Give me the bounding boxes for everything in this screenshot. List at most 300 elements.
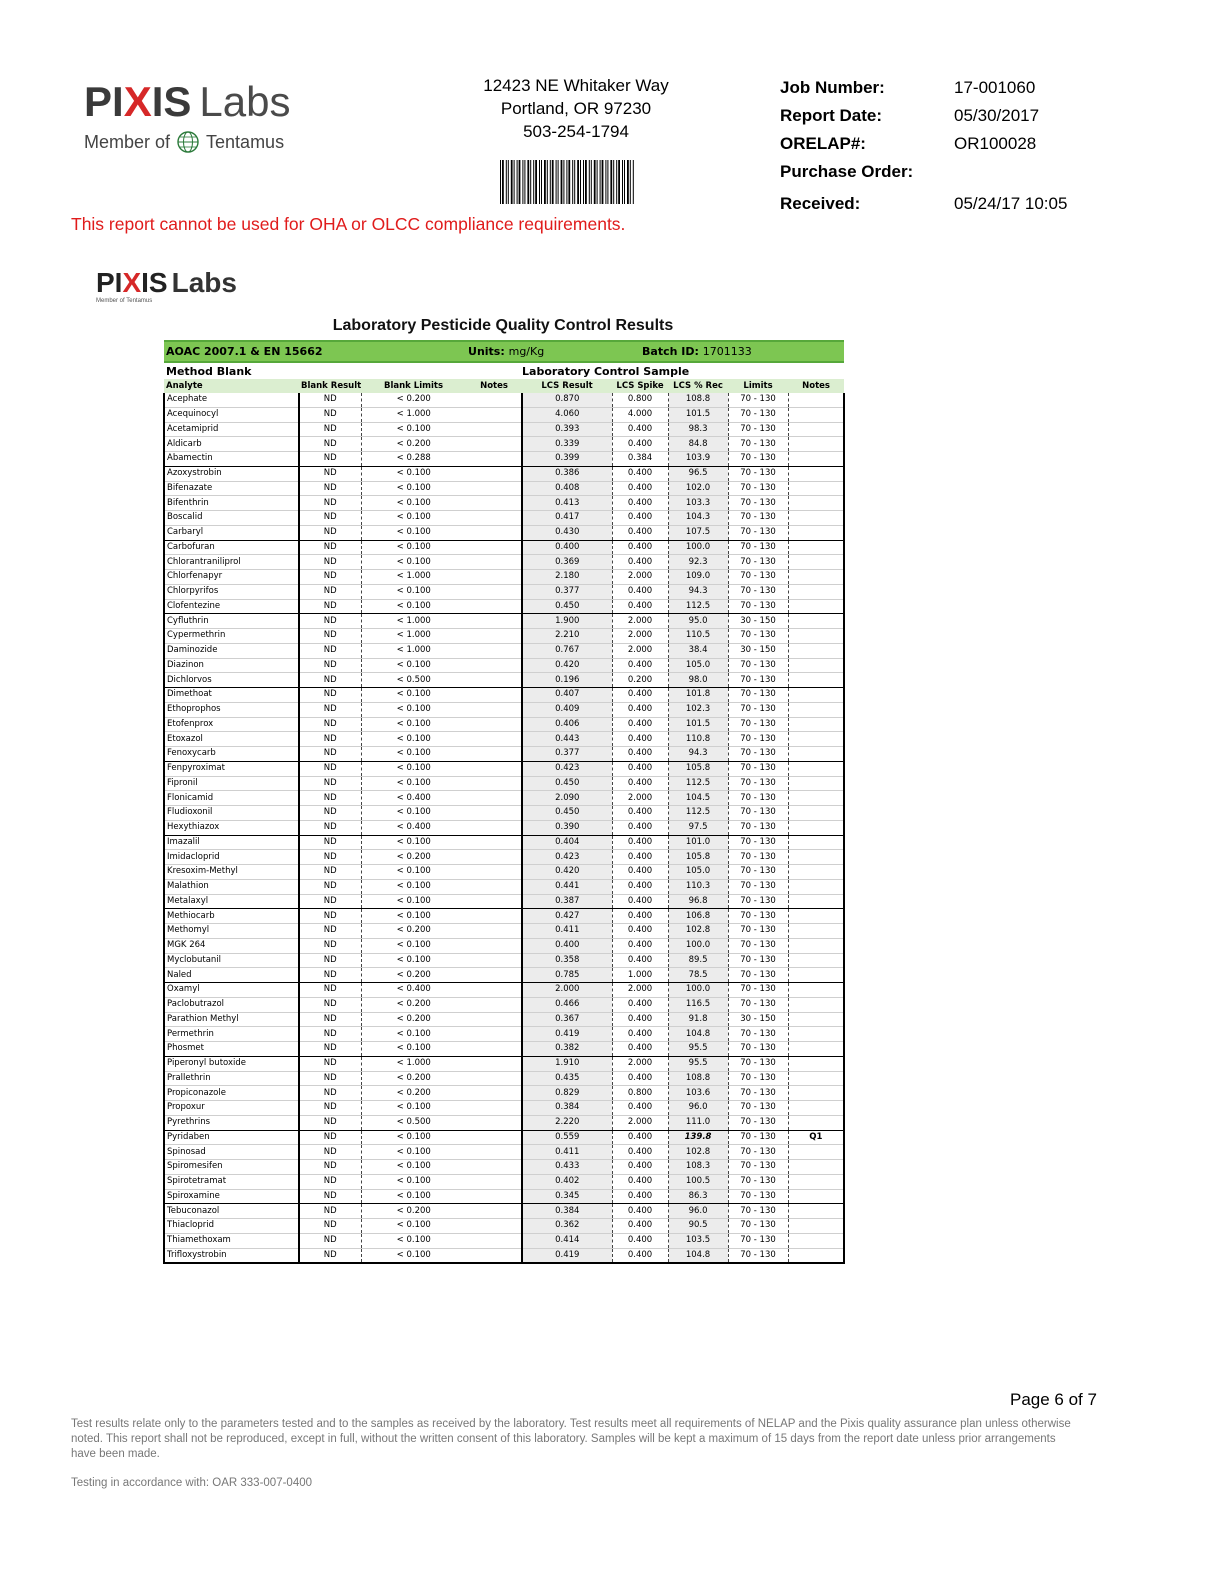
limits-cell: 70 - 130: [728, 1086, 788, 1101]
barcode-bar: [607, 160, 608, 204]
analyte-cell: Clofentezine: [164, 599, 299, 614]
blank-notes-cell: [466, 525, 522, 540]
barcode-bar: [622, 160, 623, 204]
lcs-rec-cell: 96.0: [668, 1101, 728, 1116]
limits-cell: 70 - 130: [728, 1160, 788, 1175]
lcs-notes-cell: [788, 879, 844, 894]
lcs-rec-cell: 103.3: [668, 496, 728, 511]
testing-statement: Testing in accordance with: OAR 333-007-0400: [71, 1477, 313, 1489]
blank-limits-cell: < 0.100: [361, 1233, 466, 1248]
lcs-notes-cell: [788, 584, 844, 599]
limits-cell: 70 - 130: [728, 525, 788, 540]
lcs-spike-cell: 2.000: [612, 983, 668, 998]
lcs-result-cell: 4.060: [522, 407, 612, 422]
lcs-result-cell: 0.399: [522, 452, 612, 467]
info-label: Received:: [780, 194, 861, 213]
limits-cell: 70 - 130: [728, 1174, 788, 1189]
phone-line: 503-254-1794: [523, 122, 629, 141]
barcode-bar: [502, 160, 504, 204]
lcs-rec-cell: 101.8: [668, 688, 728, 703]
analyte-cell: Kresoxim-Methyl: [164, 865, 299, 880]
lcs-notes-cell: [788, 1086, 844, 1101]
blank-limits-cell: < 0.100: [361, 599, 466, 614]
blank-limits-cell: < 0.100: [361, 806, 466, 821]
blank-result-cell: ND: [299, 422, 361, 437]
blank-notes-cell: [466, 393, 522, 407]
barcode-bar: [572, 160, 573, 204]
blank-result-cell: ND: [299, 1056, 361, 1071]
lcs-result-cell: 0.402: [522, 1174, 612, 1189]
blank-notes-cell: [466, 614, 522, 629]
limits-cell: 70 - 130: [728, 776, 788, 791]
table-row: [164, 791, 844, 806]
blank-limits-cell: < 0.100: [361, 1174, 466, 1189]
lcs-rec-cell: 95.0: [668, 614, 728, 629]
analyte-cell: Trifloxystrobin: [164, 1248, 299, 1263]
lcs-notes-cell: [788, 806, 844, 821]
lcs-rec-cell: 91.8: [668, 1012, 728, 1027]
lcs-rec-cell: 94.3: [668, 584, 728, 599]
lcs-result-cell: 2.210: [522, 629, 612, 644]
table-row: [164, 761, 844, 776]
analyte-cell: Myclobutanil: [164, 953, 299, 968]
limits-cell: 70 - 130: [728, 717, 788, 732]
lcs-rec-cell: 94.3: [668, 747, 728, 762]
lcs-spike-cell: 2.000: [612, 1115, 668, 1130]
table-row: [164, 1145, 844, 1160]
lcs-spike-cell: 0.400: [612, 702, 668, 717]
lcs-result-cell: 0.345: [522, 1189, 612, 1204]
orelap-row: [780, 130, 1104, 158]
lcs-rec-cell: 38.4: [668, 643, 728, 658]
lcs-spike-cell: 0.400: [612, 1027, 668, 1042]
blank-notes-cell: [466, 1145, 522, 1160]
limits-cell: 70 - 130: [728, 407, 788, 422]
lcs-spike-cell: 0.400: [612, 909, 668, 924]
lcs-notes-cell: [788, 658, 844, 673]
limits-cell: 70 - 130: [728, 1233, 788, 1248]
limits-cell: 70 - 130: [728, 879, 788, 894]
lcs-notes-cell: [788, 732, 844, 747]
blank-notes-cell: [466, 643, 522, 658]
blank-limits-cell: < 0.100: [361, 555, 466, 570]
lcs-spike-cell: 0.384: [612, 452, 668, 467]
blank-notes-cell: [466, 1204, 522, 1219]
blank-result-cell: ND: [299, 452, 361, 467]
table-row: [164, 1204, 844, 1219]
barcode-bar: [613, 160, 614, 204]
col-header-blank-limits: Blank Limits: [361, 379, 466, 393]
info-label: Report Date:: [780, 106, 883, 125]
analyte-cell: Fludioxonil: [164, 806, 299, 821]
lcs-rec-cell: 108.8: [668, 1071, 728, 1086]
analyte-cell: Cyfluthrin: [164, 614, 299, 629]
limits-cell: 70 - 130: [728, 481, 788, 496]
barcode-bar: [633, 160, 634, 204]
limits-cell: 70 - 130: [728, 1248, 788, 1263]
blank-notes-cell: [466, 1101, 522, 1116]
barcode-image: [500, 160, 634, 204]
table-row: [164, 599, 844, 614]
logo-text-labs: Labs: [199, 78, 291, 125]
logo-text-a: PI: [96, 267, 123, 298]
blank-limits-cell: < 0.100: [361, 525, 466, 540]
blank-result-cell: ND: [299, 791, 361, 806]
lcs-spike-cell: 0.400: [612, 511, 668, 526]
analyte-cell: Dimethoat: [164, 688, 299, 703]
section-header: [164, 362, 844, 379]
blank-result-cell: ND: [299, 393, 361, 407]
analyte-cell: Prallethrin: [164, 1071, 299, 1086]
info-value: 05/30/2017: [954, 106, 1040, 125]
analyte-cell: Boscalid: [164, 511, 299, 526]
lcs-notes-cell: [788, 1233, 844, 1248]
barcode-bar: [597, 160, 598, 204]
table-row: [164, 1130, 844, 1145]
blank-notes-cell: [466, 865, 522, 880]
limits-cell: 30 - 150: [728, 1012, 788, 1027]
lcs-spike-cell: 2.000: [612, 791, 668, 806]
lcs-rec-cell: 104.8: [668, 1027, 728, 1042]
blank-result-cell: ND: [299, 688, 361, 703]
blank-limits-cell: < 0.200: [361, 924, 466, 939]
table-row: [164, 496, 844, 511]
analyte-cell: Parathion Methyl: [164, 1012, 299, 1027]
units-cell: [466, 341, 612, 362]
blank-result-cell: ND: [299, 599, 361, 614]
barcode-bar: [500, 160, 501, 204]
blank-notes-cell: [466, 909, 522, 924]
blank-result-cell: ND: [299, 540, 361, 555]
logo-subtitle: [84, 130, 290, 154]
blank-result-cell: ND: [299, 997, 361, 1012]
table-row: [164, 1101, 844, 1116]
blank-result-cell: ND: [299, 1219, 361, 1234]
blank-notes-cell: [466, 953, 522, 968]
blank-limits-cell: < 0.100: [361, 747, 466, 762]
lcs-spike-cell: 0.400: [612, 1248, 668, 1263]
lcs-result-cell: 0.362: [522, 1219, 612, 1234]
lcs-result-cell: 0.767: [522, 643, 612, 658]
lcs-spike-cell: 0.400: [612, 806, 668, 821]
lcs-rec-cell: 103.9: [668, 452, 728, 467]
blank-result-cell: ND: [299, 658, 361, 673]
table-row: [164, 924, 844, 939]
blank-limits-cell: < 0.100: [361, 938, 466, 953]
lcs-notes-cell: [788, 747, 844, 762]
analyte-cell: Naled: [164, 968, 299, 983]
lcs-rec-cell: 98.3: [668, 422, 728, 437]
barcode-bar: [600, 160, 601, 204]
blank-result-cell: ND: [299, 938, 361, 953]
lcs-rec-cell: 102.8: [668, 924, 728, 939]
lcs-spike-cell: 0.400: [612, 924, 668, 939]
blank-notes-cell: [466, 1248, 522, 1263]
table-row: [164, 570, 844, 585]
barcode-bar: [547, 160, 548, 204]
blank-limits-cell: < 0.288: [361, 452, 466, 467]
blank-limits-cell: < 1.000: [361, 1056, 466, 1071]
limits-cell: 70 - 130: [728, 997, 788, 1012]
limits-cell: 70 - 130: [728, 555, 788, 570]
blank-result-cell: ND: [299, 1174, 361, 1189]
lcs-heading: Laboratory Control Sample: [522, 362, 844, 379]
info-value: OR100028: [954, 134, 1037, 153]
lcs-result-cell: 0.420: [522, 865, 612, 880]
blank-result-cell: ND: [299, 1115, 361, 1130]
limits-cell: 70 - 130: [728, 924, 788, 939]
limits-cell: 70 - 130: [728, 1130, 788, 1145]
col-header-lcs-spike: LCS Spike: [612, 379, 668, 393]
limits-cell: 70 - 130: [728, 629, 788, 644]
blank-result-cell: ND: [299, 806, 361, 821]
blank-notes-cell: [466, 1130, 522, 1145]
limits-cell: 70 - 130: [728, 983, 788, 998]
lcs-notes-cell: Q1: [788, 1130, 844, 1145]
method-cell: AOAC 2007.1 & EN 15662: [164, 341, 466, 362]
table-row: [164, 894, 844, 909]
info-value: 05/24/17 10:05: [954, 194, 1068, 213]
table-row: [164, 1233, 844, 1248]
lcs-result-cell: 0.829: [522, 1086, 612, 1101]
barcode-bar: [530, 160, 531, 204]
barcode-bar: [602, 160, 604, 204]
job-number-row: [780, 74, 1104, 102]
table-row: [164, 614, 844, 629]
barcode-bar: [624, 160, 625, 204]
barcode-bar: [524, 160, 525, 204]
blank-limits-cell: < 0.100: [361, 1248, 466, 1263]
analyte-cell: Acequinocyl: [164, 407, 299, 422]
blank-notes-cell: [466, 879, 522, 894]
blank-result-cell: ND: [299, 761, 361, 776]
analyte-cell: Malathion: [164, 879, 299, 894]
lcs-spike-cell: 0.400: [612, 1042, 668, 1057]
col-header-analyte: Analyte: [164, 379, 299, 393]
lcs-result-cell: 0.450: [522, 806, 612, 821]
lcs-notes-cell: [788, 1012, 844, 1027]
analyte-cell: Acephate: [164, 393, 299, 407]
blank-result-cell: ND: [299, 466, 361, 481]
lcs-spike-cell: 0.400: [612, 466, 668, 481]
blank-limits-cell: < 1.000: [361, 407, 466, 422]
limits-cell: 70 - 130: [728, 673, 788, 688]
blank-notes-cell: [466, 1086, 522, 1101]
lcs-spike-cell: 0.400: [612, 953, 668, 968]
barcode-bar: [616, 160, 617, 204]
lcs-result-cell: 0.427: [522, 909, 612, 924]
blank-result-cell: ND: [299, 850, 361, 865]
lcs-spike-cell: 0.800: [612, 393, 668, 407]
table-row: [164, 481, 844, 496]
received-row: [780, 190, 1104, 218]
lcs-notes-cell: [788, 1160, 844, 1175]
blank-limits-cell: < 0.100: [361, 540, 466, 555]
barcode-bar: [519, 160, 521, 204]
blank-limits-cell: < 0.200: [361, 437, 466, 452]
pixis-labs-logo: [84, 80, 290, 154]
table-row: [164, 702, 844, 717]
blank-result-cell: ND: [299, 570, 361, 585]
purchase-order-row: [780, 158, 1104, 186]
lcs-result-cell: 0.387: [522, 894, 612, 909]
blank-notes-cell: [466, 688, 522, 703]
lcs-rec-cell: 96.5: [668, 466, 728, 481]
logo-wordmark: [84, 80, 290, 124]
blank-result-cell: ND: [299, 1233, 361, 1248]
logo-text-x: X: [122, 267, 142, 298]
limits-cell: 70 - 130: [728, 1042, 788, 1057]
blank-result-cell: ND: [299, 511, 361, 526]
lcs-notes-cell: [788, 629, 844, 644]
lcs-result-cell: 0.367: [522, 1012, 612, 1027]
lcs-rec-cell: 116.5: [668, 997, 728, 1012]
address-line: Portland, OR 97230: [500, 99, 652, 118]
blank-notes-cell: [466, 584, 522, 599]
units-label: Units:: [468, 345, 505, 358]
limits-cell: 70 - 130: [728, 658, 788, 673]
blank-limits-cell: < 0.100: [361, 717, 466, 732]
limits-cell: 70 - 130: [728, 850, 788, 865]
barcode-bar: [511, 160, 513, 204]
lcs-spike-cell: 0.400: [612, 599, 668, 614]
lcs-rec-cell: 90.5: [668, 1219, 728, 1234]
blank-result-cell: ND: [299, 555, 361, 570]
lcs-result-cell: 1.900: [522, 614, 612, 629]
table-row: [164, 525, 844, 540]
blank-result-cell: ND: [299, 643, 361, 658]
barcode-bar: [535, 160, 537, 204]
barcode-bar: [517, 160, 518, 204]
analyte-cell: Bifenazate: [164, 481, 299, 496]
lcs-spike-cell: 0.400: [612, 1219, 668, 1234]
lcs-spike-cell: 0.400: [612, 850, 668, 865]
blank-notes-cell: [466, 997, 522, 1012]
blank-notes-cell: [466, 407, 522, 422]
barcode-bar: [539, 160, 540, 204]
blank-limits-cell: < 0.100: [361, 584, 466, 599]
lcs-result-cell: 0.377: [522, 584, 612, 599]
lcs-spike-cell: 0.400: [612, 1189, 668, 1204]
lcs-spike-cell: 0.400: [612, 481, 668, 496]
limits-cell: 70 - 130: [728, 599, 788, 614]
lcs-spike-cell: 0.400: [612, 1130, 668, 1145]
blank-result-cell: ND: [299, 584, 361, 599]
blank-notes-cell: [466, 894, 522, 909]
analyte-cell: Dichlorvos: [164, 673, 299, 688]
analyte-cell: Etoxazol: [164, 732, 299, 747]
lcs-notes-cell: [788, 924, 844, 939]
limits-cell: 70 - 130: [728, 909, 788, 924]
logo-text-labs: Labs: [171, 267, 237, 298]
limits-cell: 70 - 130: [728, 968, 788, 983]
blank-limits-cell: < 0.200: [361, 1204, 466, 1219]
lcs-notes-cell: [788, 599, 844, 614]
blank-result-cell: ND: [299, 747, 361, 762]
lcs-result-cell: 0.870: [522, 393, 612, 407]
lcs-spike-cell: 0.400: [612, 1160, 668, 1175]
blank-limits-cell: < 0.500: [361, 673, 466, 688]
lcs-rec-cell: 89.5: [668, 953, 728, 968]
lcs-result-cell: 0.423: [522, 761, 612, 776]
analyte-cell: Metalaxyl: [164, 894, 299, 909]
blank-limits-cell: < 0.100: [361, 1130, 466, 1145]
blank-notes-cell: [466, 1189, 522, 1204]
blank-result-cell: ND: [299, 717, 361, 732]
barcode-bar: [541, 160, 542, 204]
barcode-bar: [610, 160, 612, 204]
analyte-cell: Piperonyl butoxide: [164, 1056, 299, 1071]
analyte-cell: Methiocarb: [164, 909, 299, 924]
blank-limits-cell: < 0.200: [361, 1086, 466, 1101]
blank-result-cell: ND: [299, 437, 361, 452]
lcs-spike-cell: 0.400: [612, 658, 668, 673]
lcs-spike-cell: 0.400: [612, 894, 668, 909]
lcs-spike-cell: 0.400: [612, 496, 668, 511]
blank-result-cell: ND: [299, 1086, 361, 1101]
lcs-result-cell: 0.559: [522, 1130, 612, 1145]
table-row: [164, 820, 844, 835]
blank-notes-cell: [466, 717, 522, 732]
blank-notes-cell: [466, 481, 522, 496]
blank-notes-cell: [466, 1219, 522, 1234]
analyte-cell: Fenoxycarb: [164, 747, 299, 762]
table-row: [164, 776, 844, 791]
lcs-notes-cell: [788, 791, 844, 806]
limits-cell: 70 - 130: [728, 820, 788, 835]
table-row: [164, 673, 844, 688]
blank-limits-cell: < 0.100: [361, 511, 466, 526]
analyte-cell: Pyridaben: [164, 1130, 299, 1145]
lcs-result-cell: 0.450: [522, 599, 612, 614]
lcs-rec-cell: 101.0: [668, 835, 728, 850]
lcs-result-cell: 0.419: [522, 1027, 612, 1042]
lcs-rec-cell: 112.5: [668, 776, 728, 791]
blank-result-cell: ND: [299, 629, 361, 644]
analyte-cell: Fipronil: [164, 776, 299, 791]
limits-cell: 70 - 130: [728, 1056, 788, 1071]
lcs-spike-cell: 0.400: [612, 1101, 668, 1116]
lcs-result-cell: 0.413: [522, 496, 612, 511]
blank-result-cell: ND: [299, 1145, 361, 1160]
blank-result-cell: ND: [299, 879, 361, 894]
lcs-result-cell: 0.358: [522, 953, 612, 968]
table-row: [164, 629, 844, 644]
lcs-rec-cell: 101.5: [668, 717, 728, 732]
limits-cell: 70 - 130: [728, 806, 788, 821]
barcode-bar: [627, 160, 629, 204]
lcs-spike-cell: 0.400: [612, 820, 668, 835]
lcs-spike-cell: 0.400: [612, 525, 668, 540]
blank-limits-cell: < 1.000: [361, 643, 466, 658]
lcs-rec-cell: 104.8: [668, 1248, 728, 1263]
table-row: [164, 1012, 844, 1027]
lcs-result-cell: 0.435: [522, 1071, 612, 1086]
lcs-notes-cell: [788, 555, 844, 570]
table-row: [164, 452, 844, 467]
limits-cell: 70 - 130: [728, 466, 788, 481]
lcs-spike-cell: 0.400: [612, 1174, 668, 1189]
table-row: [164, 909, 844, 924]
barcode-bar: [550, 160, 551, 204]
logo-text-x: X: [123, 78, 152, 125]
limits-cell: 70 - 130: [728, 791, 788, 806]
barcode-bar: [558, 160, 559, 204]
table-row: [164, 968, 844, 983]
lcs-notes-cell: [788, 688, 844, 703]
method-blank-heading: Method Blank: [164, 362, 522, 379]
lcs-notes-cell: [788, 776, 844, 791]
